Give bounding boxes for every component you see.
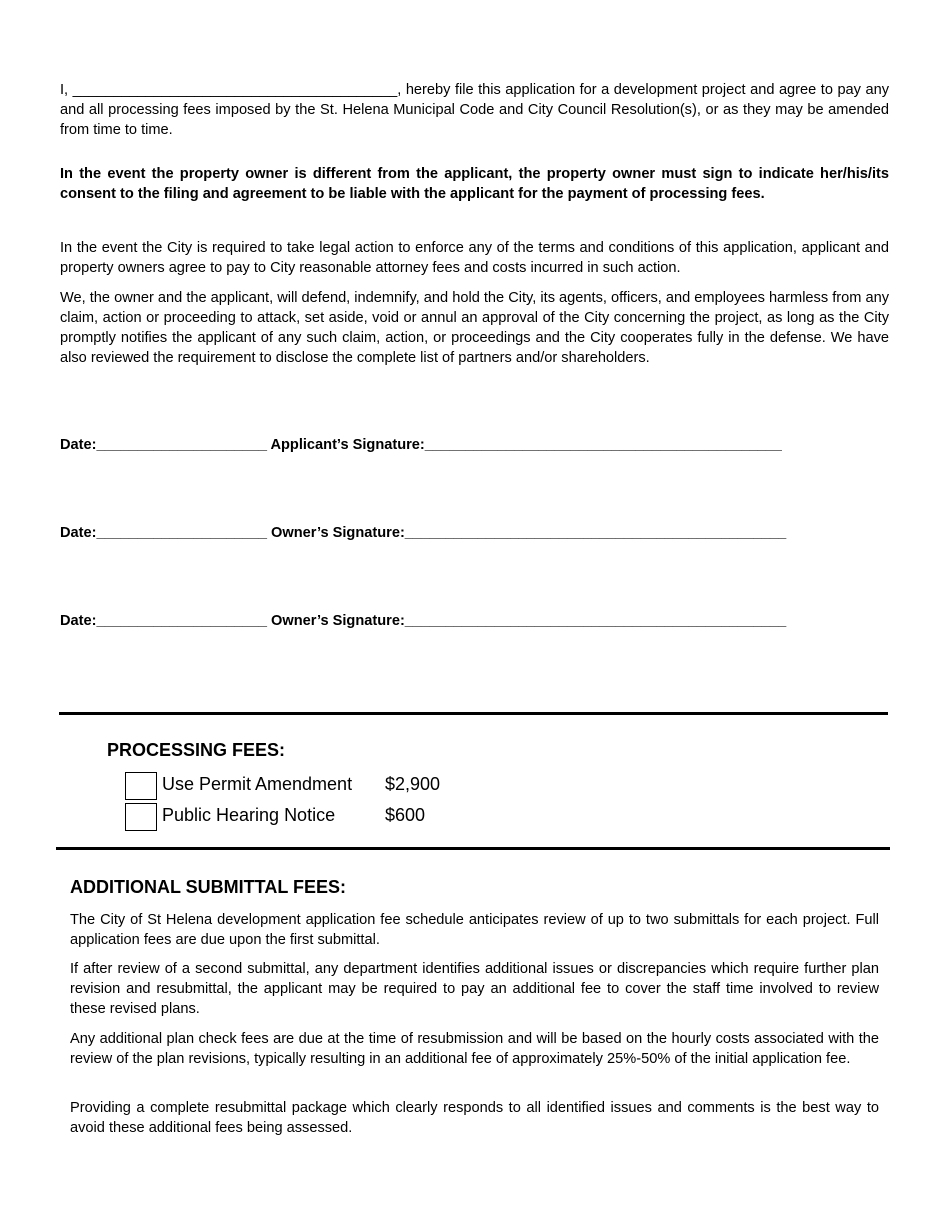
fee-item-amount: $600	[385, 805, 426, 825]
applicant-date-field[interactable]: Date:_____________________	[60, 437, 267, 453]
additional-fees-paragraph-1: The City of St Helena development application fee schedule anticipates review of up to two submittals for each project. Full application fees are due upon the first submittal.	[70, 912, 879, 948]
owner-notice-paragraph: In the event the property owner is different from the applicant, the property owner must sign to indicate her/his/its consent to the filing and agreement to be liable with the applicant for the payment of processing fees.	[60, 166, 889, 202]
use-permit-amendment-checkbox[interactable]	[125, 772, 157, 800]
public-hearing-notice-checkbox[interactable]	[125, 803, 157, 831]
owner-signature-line-2[interactable]	[60, 613, 786, 629]
owner-date-field-2[interactable]: Date:_____________________	[60, 613, 267, 629]
applicant-signature-line[interactable]	[60, 437, 782, 453]
processing-fees-heading: PROCESSING FEES:	[107, 740, 286, 760]
owner-signature-field-1[interactable]: Owner’s Signature:_______________________________________________	[271, 525, 787, 541]
fee-item-label: Use Permit Amendment	[162, 774, 353, 794]
owner-date-field-1[interactable]: Date:_____________________	[60, 525, 267, 541]
section-divider-top	[59, 712, 888, 715]
section-divider-bottom	[56, 847, 890, 850]
additional-fees-paragraph-2: If after review of a second submittal, any department identifies additional issues or discrepancies which require further plan revision and resubmittal, the applicant may be required to pay an additional fee to cover the staff time involved to review these revised plans.	[70, 961, 879, 1017]
indemnify-paragraph: We, the owner and the applicant, will defend, indemnify, and hold the City, its agents, officers, and employees harmless from any claim, action or proceeding to attack, set aside, void or annul an approval of the City concerning the project, as long as the City promptly notifies the applicant of any such claim, action, or proceedings and the City cooperates fully in the defense. We have also reviewed the requirement to disclose the complete list of partners and/or shareholders.	[60, 290, 889, 366]
fee-item-label: Public Hearing Notice	[162, 805, 336, 825]
additional-fees-paragraph-4: Providing a complete resubmittal package which clearly responds to all identified issues and comments is the best way to avoid these additional fees being assessed.	[70, 1100, 879, 1136]
additional-fees-paragraph-3: Any additional plan check fees are due at the time of resubmission and will be based on the hourly costs associated with the review of the plan revisions, typically resulting in an additional fee of approximately 25%-50% of the initial application fee.	[70, 1031, 879, 1067]
additional-fees-heading: ADDITIONAL SUBMITTAL FEES:	[70, 877, 346, 897]
fee-item-amount: $2,900	[385, 774, 441, 794]
owner-signature-line-1[interactable]	[60, 525, 786, 541]
agreement-intro-paragraph: I, ________________________________________, hereby file this application for a development project and agree to pay any and all processing fees imposed by the St. Helena Municipal Code and City Council Resolution(s), or as they may be amended from time to time.	[60, 82, 889, 138]
applicant-signature-field[interactable]: Applicant’s Signature:____________________________________________	[270, 437, 782, 453]
owner-signature-field-2[interactable]: Owner’s Signature:_______________________________________________	[271, 613, 787, 629]
legal-action-paragraph: In the event the City is required to take legal action to enforce any of the terms and conditions of this application, applicant and property owners agree to pay to City reasonable attorney fees and costs incurred in such action.	[60, 240, 889, 276]
